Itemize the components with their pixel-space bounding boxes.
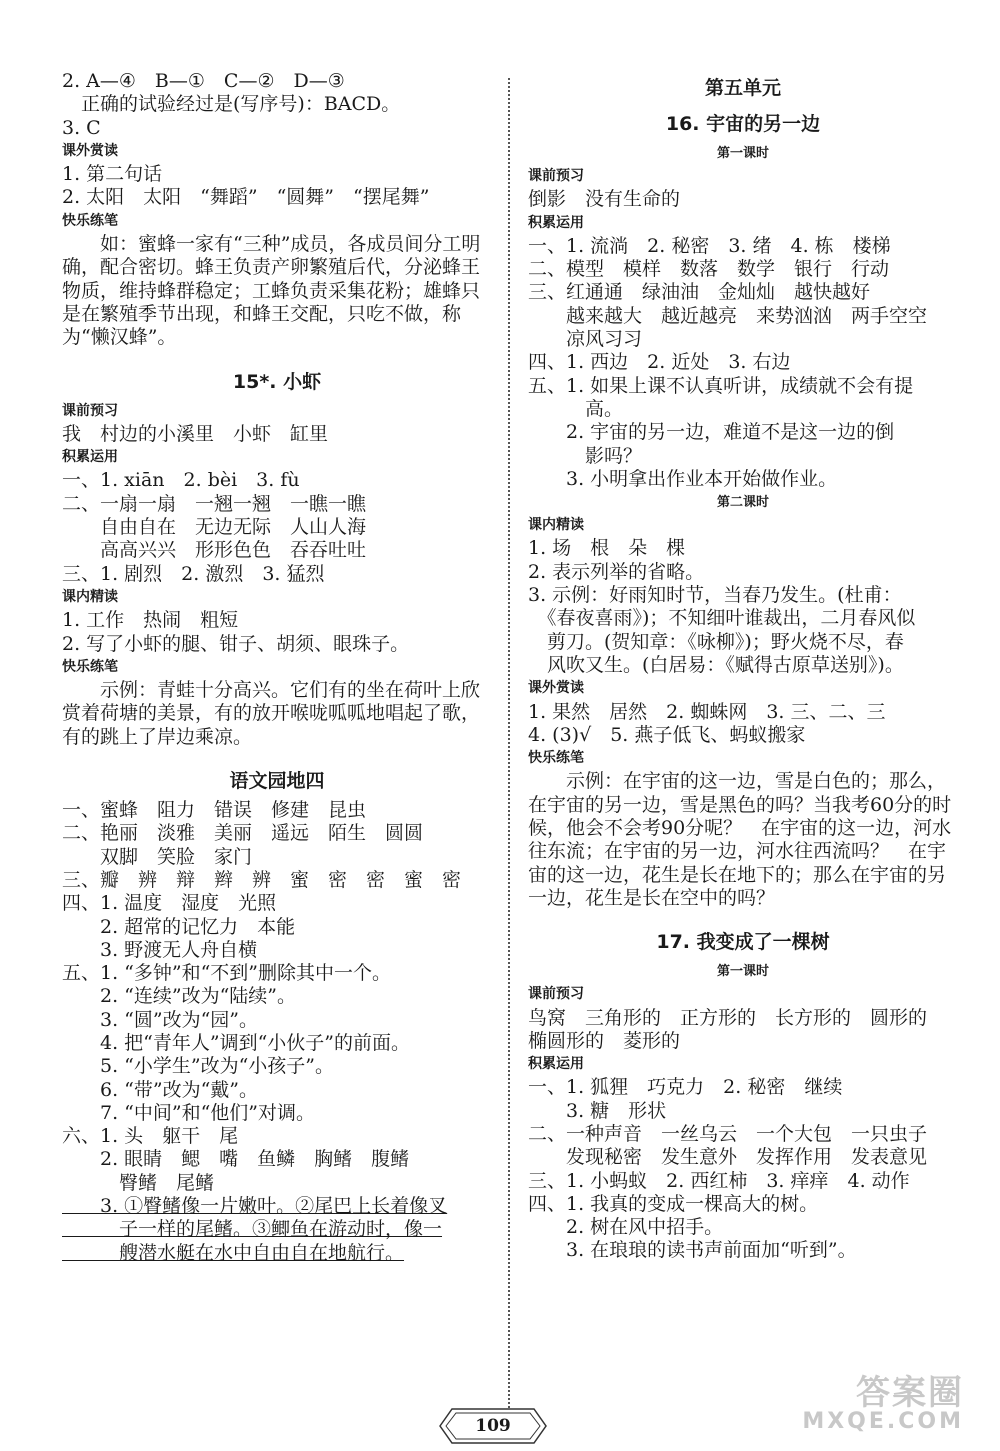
answer-line: 2. 超常的记忆力 本能	[62, 915, 296, 938]
answer-line: 7. “中间”和“他们”对调。	[62, 1101, 316, 1124]
section-title-yuwen: 语文园地四	[229, 770, 325, 793]
answer-line: 1. 第二句话	[62, 163, 163, 186]
unit-title: 第五单元	[704, 77, 781, 99]
answer-line: 一、1. 流淌 2. 秘密 3. 绪 4. 栋 楼梯	[528, 234, 891, 257]
section-tag-kuaile: 快乐练笔	[62, 658, 118, 675]
answer-paragraph: 示例：在宇宙的这一边，雪是白色的；那么，在宇宙的另一边，雪是黑色的吗？当我考60分的时候，他会不会考90分呢？ 在宇宙的这一边，河水往东流；在宇宙的另一边，河水往西流吗？ 在宇宙的这一边，花生是长在地下的；那么在宇宙的另一边，花生是长在空中的吗？	[528, 770, 952, 909]
answer-line: 3. 糖 形状	[528, 1099, 667, 1122]
answer-line: 4. 把“青年人”调到“小伙子”的前面。	[62, 1031, 411, 1054]
answer-line: 三、瓣 辨 辩 辫 辨 蜜 密 密 蜜 密	[62, 868, 462, 891]
column-divider	[508, 78, 510, 1408]
answer-line: 三、1. 剧烈 2. 激烈 3. 猛烈	[62, 562, 325, 585]
answer-line: 双脚 笑脸 家门	[62, 845, 253, 868]
lesson-period: 第一课时	[716, 146, 769, 161]
underlined-answer-line: 艘潜水艇在水中自由自在地航行。	[62, 1241, 405, 1264]
lesson-title-17: 17. 我变成了一棵树	[656, 931, 830, 954]
answer-line: 五、1. “多钟”和“不到”删除其中一个。	[62, 962, 392, 985]
answer-line: 二、一种声音 一丝乌云 一个大包 一只虫子	[528, 1122, 928, 1145]
answer-line: 凉风习习	[528, 328, 643, 351]
answer-paragraph: 如：蜜蜂一家有“三种”成员，各成员间分工明确，配合密切。蜂王负责产卵繁殖后代，分泌蜂王物质，维持蜂群稳定；工蜂负责采集花粉；雄蜂只是在繁殖季节出现，和蜂王交配，只吃不做，称为“懒汉蜂”。	[62, 233, 481, 349]
section-tag-jilei: 积累运用	[528, 214, 584, 231]
answer-line: 倒影 没有生命的	[528, 188, 681, 211]
answer-line: 风吹又生。(白居易：《赋得古原草送别》)。	[528, 653, 904, 676]
underlined-answer-line: 3. ①臀鳍像一片嫩叶。②尾巴上长着像叉	[62, 1195, 448, 1218]
answer-line: 影吗？	[528, 444, 643, 467]
watermark-logo	[782, 1365, 982, 1441]
section-tag-jilei: 积累运用	[528, 1056, 584, 1073]
section-tag-kenei: 课内精读	[62, 588, 118, 605]
answer-line: 自由自在 无边无际 人山人海	[62, 516, 367, 539]
lesson-title-16: 16. 宇宙的另一边	[665, 113, 821, 135]
answer-line: 《春夜喜雨》)；不知细叶谁裁出，二月春风似	[528, 607, 916, 630]
section-tag-kewai: 课外赏读	[528, 680, 584, 697]
answer-line: 四、1. 我真的变成一棵高大的树。	[528, 1192, 819, 1215]
answer-line: 越来越大 越近越亮 来势汹汹 两手空空	[528, 304, 928, 327]
lesson-title-15: 15*. 小虾	[232, 370, 322, 393]
answer-line: 四、1. 温度 湿度 光照	[62, 892, 277, 915]
watermark-text: 答案圈	[856, 1373, 964, 1413]
answer-line: 五、1. 如果上课不认真听讲，成绩就不会有提	[528, 374, 914, 397]
answer-line: 1. 果然 居然 2. 蜘蛛网 3. 三、二、三	[528, 700, 886, 723]
answer-line: 一、蜜蜂 阻力 错误 修建 昆虫	[62, 799, 367, 822]
answer-line: 剪刀。(贺知章：《咏柳》)；野火烧不尽，春	[528, 630, 904, 653]
answer-line: 2. 表示列举的省略。	[528, 560, 705, 583]
answer-line: 3. 小明拿出作业本开始做作业。	[528, 467, 838, 490]
section-tag-kuaile: 快乐练笔	[528, 750, 584, 767]
section-tag-keqian: 课前预习	[528, 986, 584, 1003]
answer-line: 发现秘密 发生意外 发挥作用 发表意见	[528, 1146, 928, 1169]
answer-line: 三、红通通 绿油油 金灿灿 越快越好	[528, 281, 871, 304]
answer-line: 2. 写了小虾的腿、钳子、胡须、眼珠子。	[62, 632, 410, 655]
answer-line: 5. “小学生”改为“小孩子”。	[62, 1055, 335, 1078]
answer-line: 6. “带”改为“戴”。	[62, 1078, 259, 1101]
answer-line: 一、1. xiān 2. bèi 3. fù	[62, 469, 300, 492]
answer-line: 2. “连续”改为“陆续”。	[62, 985, 297, 1008]
answer-line: 高。	[528, 397, 624, 420]
page-number-badge	[438, 1405, 548, 1447]
answer-line: 2. 眼睛 鳃 嘴 鱼鳞 胸鳍 腹鳍	[62, 1148, 410, 1171]
answer-line: 3. C	[62, 116, 101, 139]
answer-line: 一、1. 狐狸 巧克力 2. 秘密 继续	[528, 1076, 843, 1099]
answer-line: 4. (3)√ 5. 燕子低飞、蚂蚁搬家	[528, 723, 806, 746]
answer-line: 我 村边的小溪里 小虾 缸里	[62, 422, 329, 445]
answer-line: 1. 场 根 朵 棵	[528, 537, 686, 560]
answer-line: 正确的试验经过是(写序号)：BACD。	[62, 93, 401, 116]
answer-line: 2. 树在风中招手。	[528, 1216, 724, 1239]
answer-line: 2. 太阳 太阳 “舞蹈” “圆舞” “摆尾舞”	[62, 186, 430, 209]
answer-line: 臀鳍 尾鳍	[62, 1171, 215, 1194]
answer-line: 二、艳丽 淡雅 美丽 遥远 陌生 圆圆	[62, 822, 424, 845]
answer-paragraph: 示例：青蛙十分高兴。它们有的坐在荷叶上欣赏着荷塘的美景，有的放开喉咙呱呱地唱起了歌，有的跳上了岸边乘凉。	[62, 679, 481, 748]
left-column	[62, 70, 492, 1265]
section-tag-kenei: 课内精读	[528, 517, 584, 534]
section-tag-keqian: 课前预习	[62, 402, 118, 419]
answer-line: 3. 在琅琅的读书声前面加“听到”。	[528, 1239, 857, 1262]
section-tag-keqian: 课前预习	[528, 168, 584, 184]
answer-line: 鸟窝 三角形的 正方形的 长方形的 圆形的	[528, 1006, 928, 1029]
answer-line: 六、1. 头 躯干 尾	[62, 1125, 239, 1148]
page-number: 109	[475, 1416, 511, 1436]
right-column	[528, 70, 958, 1263]
lesson-period: 第一课时	[716, 964, 769, 980]
answer-line: 2. A—④ B—① C—② D—③	[62, 70, 345, 92]
answer-line: 四、1. 西边 2. 近处 3. 右边	[528, 351, 791, 374]
section-tag-jilei: 积累运用	[62, 449, 118, 466]
answer-line: 二、一扇一扇 一翘一翘 一瞧一瞧	[62, 492, 367, 515]
answer-line: 高高兴兴 形形色色 吞吞吐吐	[62, 539, 367, 562]
answer-line: 椭圆形的 菱形的	[528, 1029, 681, 1052]
answer-line: 二、模型 模样 数落 数学 银行 行动	[528, 258, 890, 281]
answer-line: 3. “圆”改为“园”。	[62, 1008, 259, 1031]
answer-line: 3. 示例：好雨知时节，当春乃发生。(杜甫：	[528, 584, 902, 607]
answer-line: 三、1. 小蚂蚁 2. 西红柿 3. 痒痒 4. 动作	[528, 1169, 910, 1192]
answer-line: 2. 宇宙的另一边，难道不是这一边的倒	[528, 421, 895, 444]
lesson-period: 第二课时	[716, 495, 769, 511]
section-tag-kuaile: 快乐练笔	[62, 212, 118, 229]
answer-line: 1. 工作 热闹 粗短	[62, 609, 239, 632]
section-tag-kewai: 课外赏读	[62, 142, 118, 159]
answer-line: 3. 野渡无人舟自横	[62, 938, 258, 961]
underlined-answer-line: 子一样的尾鳍。③鲫鱼在游动时，像一	[62, 1218, 443, 1241]
watermark-url: MXQE.COM	[802, 1409, 964, 1434]
